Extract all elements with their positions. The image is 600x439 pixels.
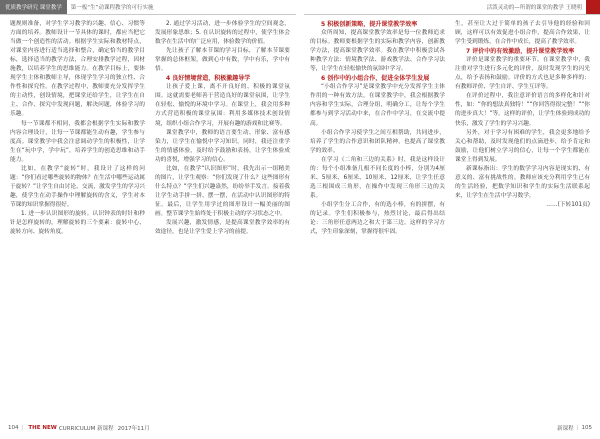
text-column-2 <box>155 20 290 237</box>
body-paragraph: 众所周知，提高课堂教学效率是每一位教师追求的目标。教师要根据学生的实际和教学内容，创新教学方法，提高课堂教学效率。我在教学中积极尝试各种教学方法：情境教学法、游戏教学法、合作学习法等，让学生在轻松愉快的氛围中学习。 <box>310 30 445 73</box>
body-paragraph: 小组合作学习使学生之间互相帮助，共同进步，培养了学生的合作意识和团队精神，也提高了课堂教学的效率。 <box>310 129 445 154</box>
body-paragraph: 新课标指出：学生的数学学习内容是现实的、有意义的、富有挑战性的。教师应该充分利用学生已有的生活经验，把数学知识和学生的实际生活联系起来，让学生在生活中学习数学。 <box>455 165 590 199</box>
body-paragraph: 1. 进一步认识图形的旋转。认识钟表的时针和秒针是怎样旋转的，理解旋转的三个要素：旋转中心、旋转方向、旋转角度。 <box>10 210 145 236</box>
header-rule-left <box>0 14 296 15</box>
text-column-4 <box>455 20 590 210</box>
article-running-title: 活泼灵动的—所谓的课堂的教学 王晓明 <box>486 5 582 11</box>
journal-brand: THE NEW <box>28 425 57 431</box>
section-heading: 6 创作中的小组合作，促进全体学生发展 <box>321 75 430 83</box>
section-heading: 7 评价中的有效激励，提升课堂教学效率 <box>466 48 575 56</box>
body-paragraph: 发展兴趣，激发情感，是提高课堂教学效率的有效途径，也是让学生爱上学习的前提。 <box>155 220 290 236</box>
body-paragraph: 2. 通过学习活动，进一步体验学生的空间观念，发展形象思维；5. 在认识旋转的过程中，使学生体会数学在生活中的广泛应用，体验数学的价值。 <box>155 21 290 46</box>
section-tag: 优质教学研究 课堂教学 <box>0 0 67 14</box>
section-heading: 5 积极创新策略，提升课堂教学效率 <box>321 21 418 28</box>
footer-right: 新课程 | 105 <box>557 425 592 432</box>
header-rule-right <box>304 14 600 15</box>
body-paragraph: 在评价过程中，我注意评价语言的多样化和针对性，如：“你的想法真独特！”“你回答得很完整！”“你的进步真大！”等。这样的评价，让学生体验到成功的快乐，激发了学生的学习兴趣。 <box>455 93 590 127</box>
page-header-right <box>300 0 600 14</box>
body-paragraph: 在学习《二角和三边的关系》时，我是这样设计的：每个小组准备几根不同长度的小棒，分别为4厘米、5厘米、6厘米、10厘米、12厘米，让学生任意选三根围成三角形，在操作中发现三角形三边的关系。 <box>310 156 445 199</box>
text-column-1 <box>10 20 145 237</box>
body-paragraph: 让孩子爱上课，离不开良好的、积极的课堂氛围。这就需要老师善于营造良好的课堂氛围，让学生在轻松、愉悦的环境中学习。在课堂上，我会用多种方式营造积极的课堂氛围：利用多媒体技术创设情境，组织小组合作学习，开展有趣的游戏和比赛等。 <box>155 84 290 127</box>
body-paragraph: “小组合作学习”是课堂教学中充分发挥学生主体作用的一种有效方法。在课堂教学中，我会根据教学内容和学生实际，合理分组，明确分工，让每个学生都参与到学习活动中来，在合作中学习，在交流中提高。 <box>310 84 445 127</box>
footer-left: 104 | THE NEW CURRICULUM 新课程 2017年11月 <box>8 425 150 432</box>
section-heading: 4 良好情境营造，积极激趣导学 <box>166 75 251 83</box>
body-paragraph: 先让孩子了解本节课的学习目标，了解本节课要掌握的总体框架，做到心中有数，学中有乐，学中有悟。 <box>155 48 290 73</box>
body-paragraph: 每一节课都不相同，我都会根据学生实际和教学内容合理设计，让每一节课都能生动有趣，学生参与度高。课堂教学中我会注意调动学生的积极性，让学生在“玩中学，学中玩”，培养学生的创造思维和动手能力。 <box>10 120 145 163</box>
body-paragraph: 课堂教学中，教师的语言要生动、形象、富有感染力，让学生在愉悦中学习知识。同时，我还注重学生的情感体验，及时给予鼓励和表扬，让学生体验成功的喜悦，增强学习的信心。 <box>155 129 290 163</box>
body-paragraph: ……(下转101页) <box>546 201 590 208</box>
journal-name-right: 新课程 <box>557 426 574 432</box>
body-paragraph: 评价是课堂教学的重要环节。在课堂教学中，我注重对学生进行多元化的评价，及时发现学生的闪光点，给予表扬和鼓励。评价的方式也是多种多样的：有教师评价、学生自评、学生互评等。 <box>455 57 590 91</box>
page-number-left: 104 <box>8 425 19 431</box>
issue-date: 2017年11月 <box>117 426 150 432</box>
body-paragraph: 另外，对于学习有困难的学生，我会更多地给予关心和帮助，及时发现他们的点滴进步，给予肯定和鼓励，让他们树立学习的信心，让每一个学生都能在课堂上得到发展。 <box>455 129 590 163</box>
body-paragraph: 比如，在教学“旋转”时，我设计了这样的问题：“你们看过哪些旋转的物体？在生活中哪些运动属于旋转？”让学生自由讨论、交流，激发学生的学习兴趣，使学生在动手操作中理解旋转的含义，学生对本节课的知识掌握得很好。 <box>10 165 145 208</box>
page-header-left <box>0 0 300 14</box>
body-paragraph: 比如，在教学“认识图形”时，我先出示一组精美的图片，让学生观察：“你们发现了什么？这些图形有什么特点？”学生们兴趣盎然，纷纷举手发言。接着我让学生动手拼一拼、摆一摆，在活动中认识图形的特征。最后，让学生用学过的图形设计一幅美丽的图画。整节课学生始终处于积极主动的学习状态之中。 <box>155 165 290 217</box>
body-paragraph: 小组学生分工合作，有的选小棒，有的拼摆，有的记录。学生们积极参与，热烈讨论，最后得出结论：三角形任意两边之和大于第三边。这样的学习方式，学生印象深刻，掌握得很牢固。 <box>310 201 445 236</box>
page-number-right: 105 <box>581 425 592 431</box>
text-column-3 <box>310 20 445 237</box>
body-paragraph: 题规则准备，对学生学习教学的兴趣、信心、习惯等方面的培养。教师设计一节具体的课时，都应当把它当做一个创造性的活动。根据学生实际和教材特点，对课堂内容进行适当选择和整合，确定恰当的教学目标，选择适当的教学方法，合理安排教学过程，因材施教，以培养学生的思维能力。在教学目标上，要体现学生主体和教师主导，体现学生学习的独立性、合作性和探究性。在教学过程中，教师要充分发挥学生的主动性，创设情境，把课堂还给学生，让学生在自主、合作、探究中发现问题，解决问题，体验学习的乐趣。 <box>10 21 145 118</box>
body-paragraph: 生，甚至让大过于简单的孩子去引导他的经验和回顾，这样可以有效促进小组合作，提高合作效果，让学生受到锻炼，在合作中成长，提高了教学效率。 <box>455 21 590 46</box>
header-color-mark <box>586 0 600 14</box>
journal-name: CURRICULUM 新课程 <box>58 426 114 432</box>
article-section-title: 第一板“生”动课程教学的可行实施 <box>70 5 154 11</box>
